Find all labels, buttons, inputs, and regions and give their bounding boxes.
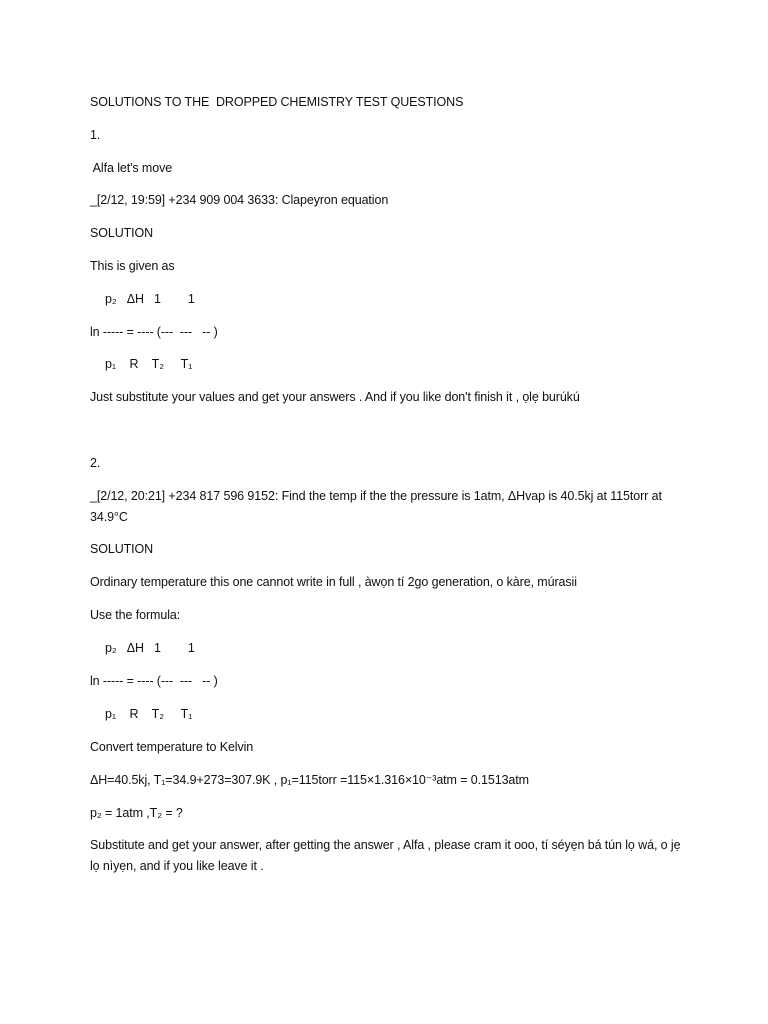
question-1-given: This is given as bbox=[90, 259, 175, 273]
question-1-formula-numerators: p₂ ΔH 1 1 bbox=[105, 292, 195, 306]
question-2-values: ΔH=40.5kj, T₁=34.9+273=307.9K , p₁=115torr =115×1.316×10⁻³atm = 0.1513atm bbox=[90, 773, 529, 787]
question-2-closing: Substitute and get your answer, after getting the answer , Alfa , please cram it ooo, tí séyẹn bá tún lọ wá, o jẹ lọ nìyẹn, and if you like leave it . bbox=[90, 838, 681, 873]
question-2-formula-main: ln ----- = ---- (--- --- -- ) bbox=[90, 674, 218, 688]
question-1-formula-denominators: p₁ R T₂ T₁ bbox=[105, 357, 193, 371]
question-1-message: _[2/12, 19:59] +234 909 004 3633: Clapeyron equation bbox=[90, 193, 389, 207]
question-2-use-formula: Use the formula: bbox=[90, 608, 181, 622]
question-1-closing: Just substitute your values and get your answers . And if you like don't finish it , ọlẹ burúkú bbox=[90, 390, 580, 404]
question-2-number: 2. bbox=[90, 456, 101, 470]
question-2-formula-denominators: p₁ R T₂ T₁ bbox=[105, 707, 193, 721]
question-2-p2-t2: p₂ = 1atm ,T₂ = ? bbox=[90, 806, 183, 820]
question-2-solution-label: SOLUTION bbox=[90, 542, 154, 556]
question-2-formula-numerators: p₂ ΔH 1 1 bbox=[105, 641, 195, 655]
question-1-formula-main: ln ----- = ---- (--- --- -- ) bbox=[90, 325, 218, 339]
question-1-number: 1. bbox=[90, 128, 101, 142]
document-title: SOLUTIONS TO THE DROPPED CHEMISTRY TEST QUESTIONS bbox=[90, 95, 464, 109]
question-1-intro: Alfa let's move bbox=[90, 161, 173, 175]
question-2-ordinary: Ordinary temperature this one cannot write in full , àwọn tí 2go generation, o kàre, múrasii bbox=[90, 575, 577, 589]
question-2-convert: Convert temperature to Kelvin bbox=[90, 740, 254, 754]
question-2-message: _[2/12, 20:21] +234 817 596 9152: Find the temp if the the pressure is 1atm, ΔHvap is 40.5kj at 115torr at 34.9°C bbox=[90, 489, 662, 524]
question-1-solution-label: SOLUTION bbox=[90, 226, 154, 240]
